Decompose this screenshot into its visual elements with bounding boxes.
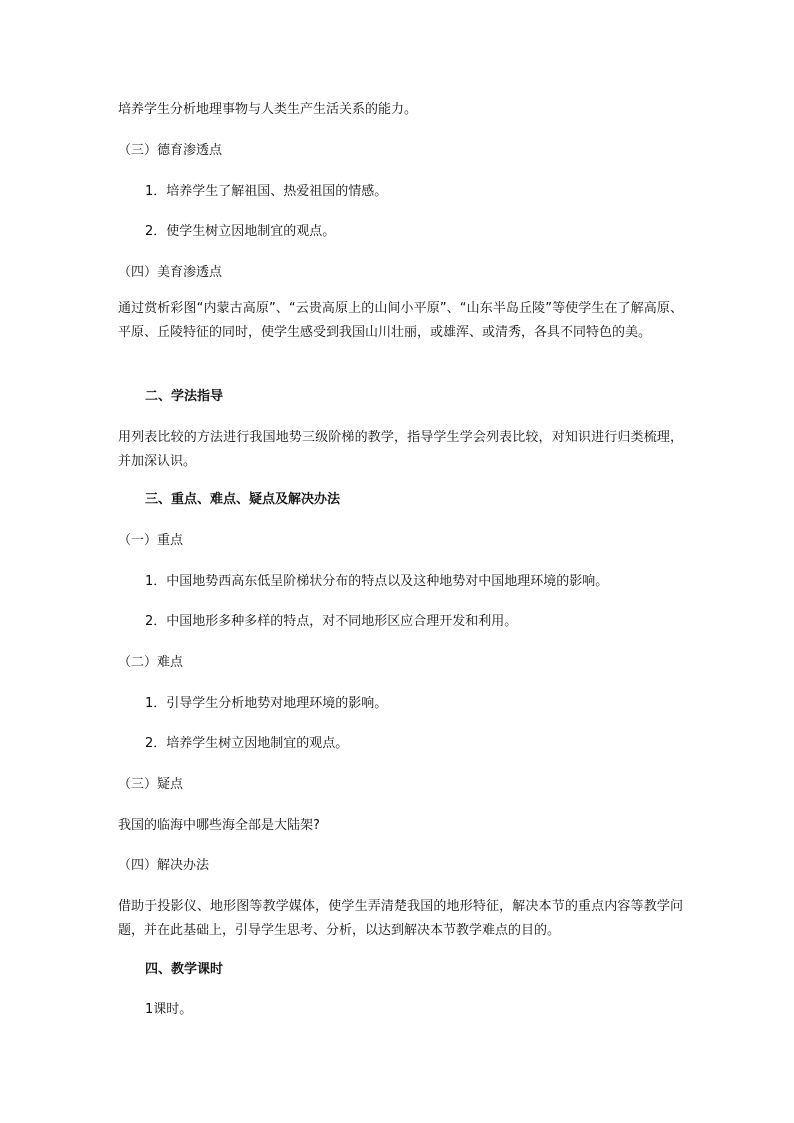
list-item-moral-2: 2．使学生树立因地制宜的观点。 — [145, 224, 336, 239]
heading-key-points: 三、重点、难点、疑点及解决办法 — [145, 492, 341, 507]
list-item-difficult-2: 2．培养学生树立因地制宜的观点。 — [145, 736, 349, 751]
paragraph-aesthetic-description: 通过赏析彩图“内蒙古高原”、“云贵高原上的山间小平原”、“山东半岛丘陵”等使学生在了解高原、平原、丘陵特征的同时，使学生感受到我国山川壮丽，或雄浑、或清秀，各具不同特色的美。 — [118, 301, 683, 340]
heading-class-hours: 四、教学课时 — [145, 962, 224, 977]
subheading-moral-education: （三）德育渗透点 — [118, 143, 223, 158]
paragraph-solution: 借助于投影仪、地形图等教学媒体，使学生弄清楚我国的地形特征，解决本节的重点内容等教学问题，并在此基础上，引导学生思考、分析，以达到解决本节教学难点的目的。 — [118, 899, 683, 938]
subheading-aesthetic-education: （四）美育渗透点 — [118, 265, 223, 280]
paragraph-doubt-question: 我国的临海中哪些海全部是大陆架? — [118, 818, 320, 833]
heading-study-guidance: 二、学法指导 — [145, 389, 224, 404]
subheading-difficult-point: （二）难点 — [118, 655, 184, 670]
list-item-key-2: 2．中国地形多种多样的特点，对不同地形区应合理开发和利用。 — [145, 614, 518, 629]
paragraph-class-hours: 1课时。 — [145, 1002, 193, 1017]
list-item-difficult-1: 1．引导学生分析地势对地理环境的影响。 — [145, 696, 388, 711]
list-item-moral-1: 1．培养学生了解祖国、热爱祖国的情感。 — [145, 184, 388, 199]
paragraph-study-guidance: 用列表比较的方法进行我国地势三级阶梯的教学，指导学生学会列表比较，对知识进行归类梳理，并加深认识。 — [118, 430, 683, 469]
subheading-solution: （四）解决办法 — [118, 858, 210, 873]
subheading-key-point: （一）重点 — [118, 533, 184, 548]
paragraph-ability: 培养学生分析地理事物与人类生产生活关系的能力。 — [118, 102, 418, 117]
subheading-doubt-point: （三）疑点 — [118, 777, 184, 792]
list-item-key-1: 1．中国地势西高东低呈阶梯状分布的特点以及这种地势对中国地理环境的影响。 — [145, 574, 609, 589]
